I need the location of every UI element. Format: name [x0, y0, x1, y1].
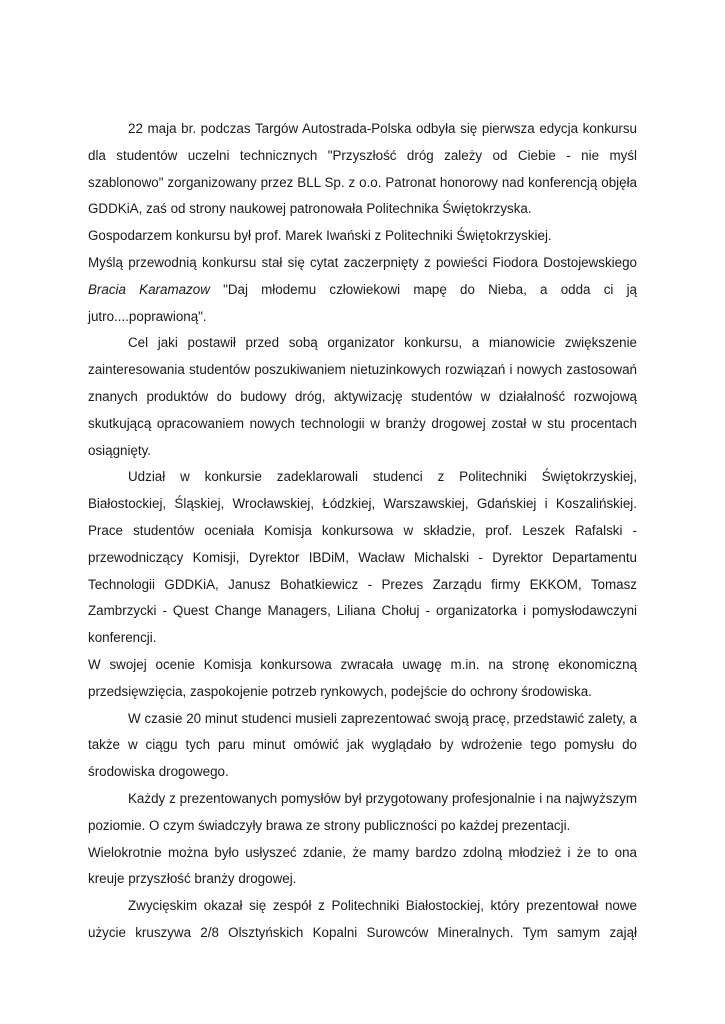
paragraph-goal: Cel jaki postawił przed sobą organizator konkursu, a mianowicie zwiększenie zainteresowania studentów poszukiwaniem nietuzinkowych rozwiązań i nowych zastosowań znanych produktów do budowy dróg, aktywizację studentów w działalność rozwojową skutkującą opracowaniem nowych technologii w branży drogowej został w stu procentach osiągnięty. [88, 335, 637, 458]
motto-quote: "Daj młodemu człowiekowi mapę do Nieba, a odda ci ją jutro....poprawioną". [88, 281, 637, 324]
paragraph-presentation-time: W czasie 20 minut studenci musieli zaprezentować swoją pracę, przedstawić zalety, a także w ciągu tych paru minut omówić jak wyglądało by wdrożenie tego pomysłu do środowiska drogowego. [88, 710, 637, 780]
paragraph-winner: Zwycięskim okazał się zespół z Politechniki Białostockiej, który prezentował nowe użycie kruszywa 2/8 Olsztyńskich Kopalni Surowców Mineralnych. Tym samym zajął [88, 898, 637, 940]
paragraph-motto [88, 250, 637, 330]
paragraph-evaluation: W swojej ocenie Komisja konkursowa zwracała uwagę m.in. na stronę ekonomiczną przedsięwzięcia, zaspokojenie potrzeb rynkowych, podejście do ochrony środowiska. [88, 656, 637, 699]
paragraph-quality: Każdy z prezentowanych pomysłów był przygotowany profesjonalnie i na najwyższym poziomie. O czym świadczyły brawa ze strony publiczności po każdej prezentacji. [88, 790, 637, 833]
book-title: Bracia Karamazow [88, 281, 210, 297]
paragraph-participants: Udział w konkursie zadeklarowali studenci z Politechniki Świętokrzyskiej, Białostockiej, Śląskiej, Wrocławskiej, Łódzkiej, Warszawskiej, Gdańskiej i Koszalińskiej. Prace studentów oceniała Komisja konkursowa w składzie, prof. Leszek Rafalski - przewodniczący Komisji, Dyrektor IBDiM, Wacław Michalski - Dyrektor Departamentu Technologii GDDKiA, Janusz Bohatkiewicz - Prezes Zarządu firmy EKKOM, Tomasz Zambrzycki - Quest Change Managers, Liliana Chołuj - organizatorka i pomysłodawczyni konferencji. [88, 469, 637, 646]
paragraph-host: Gospodarzem konkursu był prof. Marek Iwański z Politechniki Świętokrzyskiej. [88, 228, 552, 244]
paragraph-event-intro: 22 maja br. podczas Targów Autostrada-Polska odbyła się pierwsza edycja konkursu dla studentów uczelni technicznych "Przyszłość dróg zależy od Ciebie - nie myśl szablonowo" zorganizowany przez BLL Sp. z o.o. Patronat honorowy nad konferencją objęła GDDKiA, zaś od strony naukowej patronowała Politechnika Świętokrzyska. [88, 121, 637, 217]
motto-text-before: Myślą przewodnią konkursu stał się cytat zaczerpnięty z powieści Fiodora Dostojewskiego [88, 254, 637, 270]
paragraph-youth: Wielokrotnie można było usłyszeć zdanie, że mamy bardzo zdolną młodzież i że to ona kreuje przyszłość branży drogowej. [88, 844, 637, 887]
